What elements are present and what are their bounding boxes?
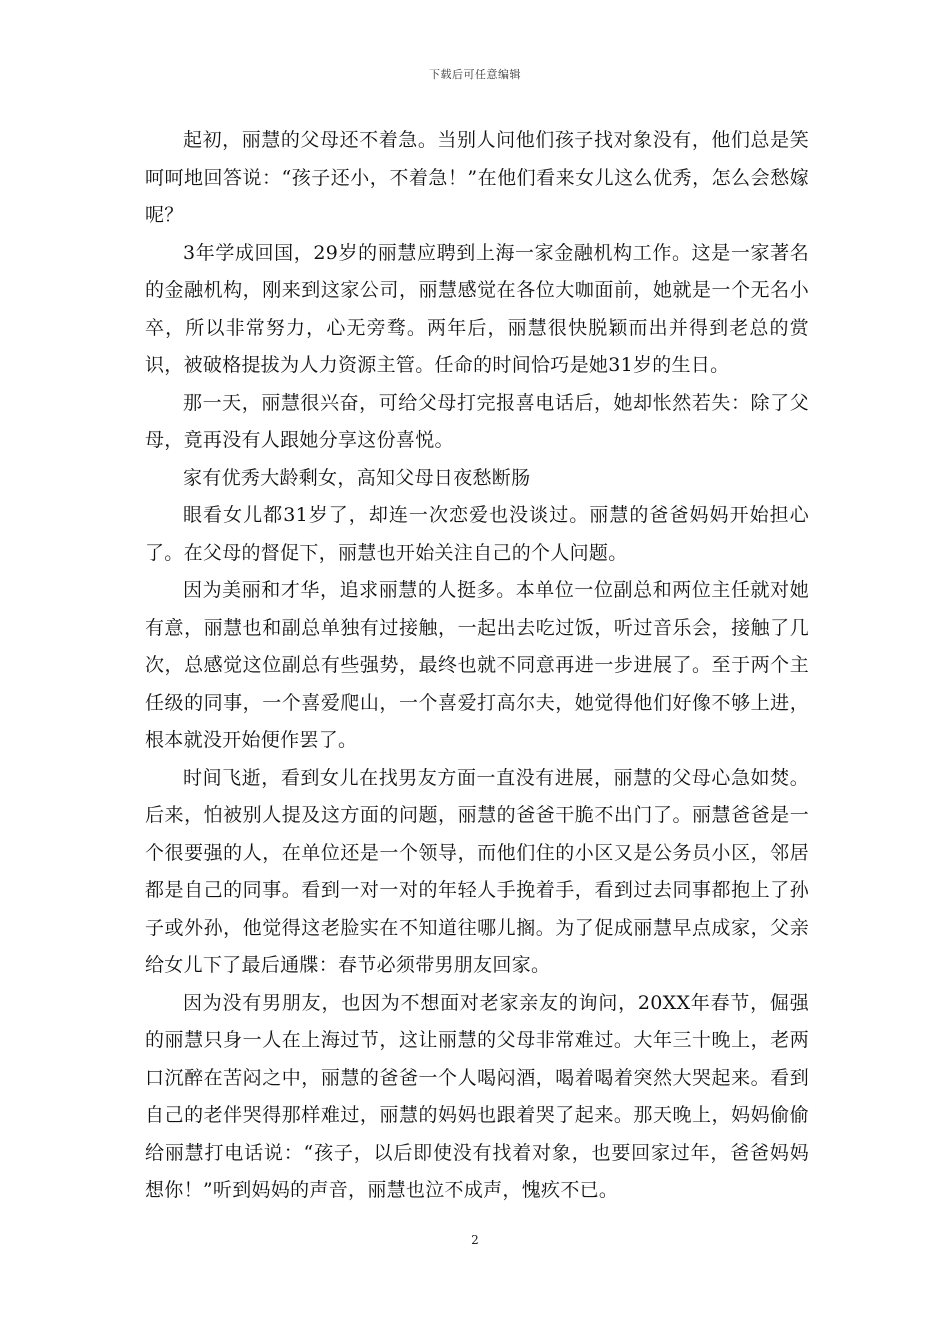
paragraph: 3年学成回国，29岁的丽慧应聘到上海一家金融机构工作。这是一家著名的金融机构，刚来到这家公司，丽慧感觉在各位大咖面前，她就是一个无名小卒，所以非常努力，心无旁骛。两年后，丽慧很快脱颖而出并得到老总的赏识，被破格提拔为人力资源主管。任命的时间恰巧是她31岁的生日。 <box>145 241 809 376</box>
paragraph: 眼看女儿都31岁了，却连一次恋爱也没谈过。丽慧的爸爸妈妈开始担心了。在父母的督促下，丽慧也开始关注自己的个人问题。 <box>145 504 809 564</box>
paragraph: 起初，丽慧的父母还不着急。当别人问他们孩子找对象没有，他们总是笑呵呵地回答说：“孩子还小，不着急！”在他们看来女儿这么优秀，怎么会愁嫁呢？ <box>145 129 809 226</box>
document-body <box>145 122 809 1210</box>
paragraph: 时间飞逝，看到女儿在找男友方面一直没有进展，丽慧的父母心急如焚。后来，怕被别人提及这方面的问题，丽慧的爸爸干脆不出门了。丽慧爸爸是一个很要强的人，在单位还是一个领导，而他们住的小区又是公务员小区，邻居都是自己的同事。看到一对一对的年轻人手挽着手，看到过去同事都抱上了孙子或外孙，他觉得这老脸实在不知道往哪儿搁。为了促成丽慧早点成家，父亲给女儿下了最后通牒：春节必须带男朋友回家。 <box>145 766 809 976</box>
paragraph: 那一天，丽慧很兴奋，可给父母打完报喜电话后，她却怅然若失：除了父母，竟再没有人跟她分享这份喜悦。 <box>145 391 809 451</box>
page-header: 下载后可任意编辑 <box>429 68 521 81</box>
section-heading: 家有优秀大龄剩女，高知父母日夜愁断肠 <box>183 466 531 489</box>
paragraph: 因为美丽和才华，追求丽慧的人挺多。本单位一位副总和两位主任就对她有意，丽慧也和副总单独有过接触，一起出去吃过饭，听过音乐会，接触了几次，总感觉这位副总有些强势，最终也就不同意再进一步进展了。至于两个主任级的同事，一个喜爱爬山，一个喜爱打高尔夫，她觉得他们好像不够上进，根本就没开始便作罢了。 <box>145 579 809 751</box>
paragraph: 因为没有男朋友，也因为不想面对老家亲友的询问，20XX年春节，倔强的丽慧只身一人在上海过节，这让丽慧的父母非常难过。大年三十晚上，老两口沉醉在苦闷之中，丽慧的爸爸一个人喝闷酒，喝着喝着突然大哭起来。看到自己的老伴哭得那样难过，丽慧的妈妈也跟着哭了起来。那天晚上，妈妈偷偷给丽慧打电话说：“孩子，以后即使没有找着对象，也要回家过年，爸爸妈妈想你！”听到妈妈的声音，丽慧也泣不成声，愧疚不已。 <box>145 991 809 1201</box>
page-number: 2 <box>471 1233 479 1247</box>
